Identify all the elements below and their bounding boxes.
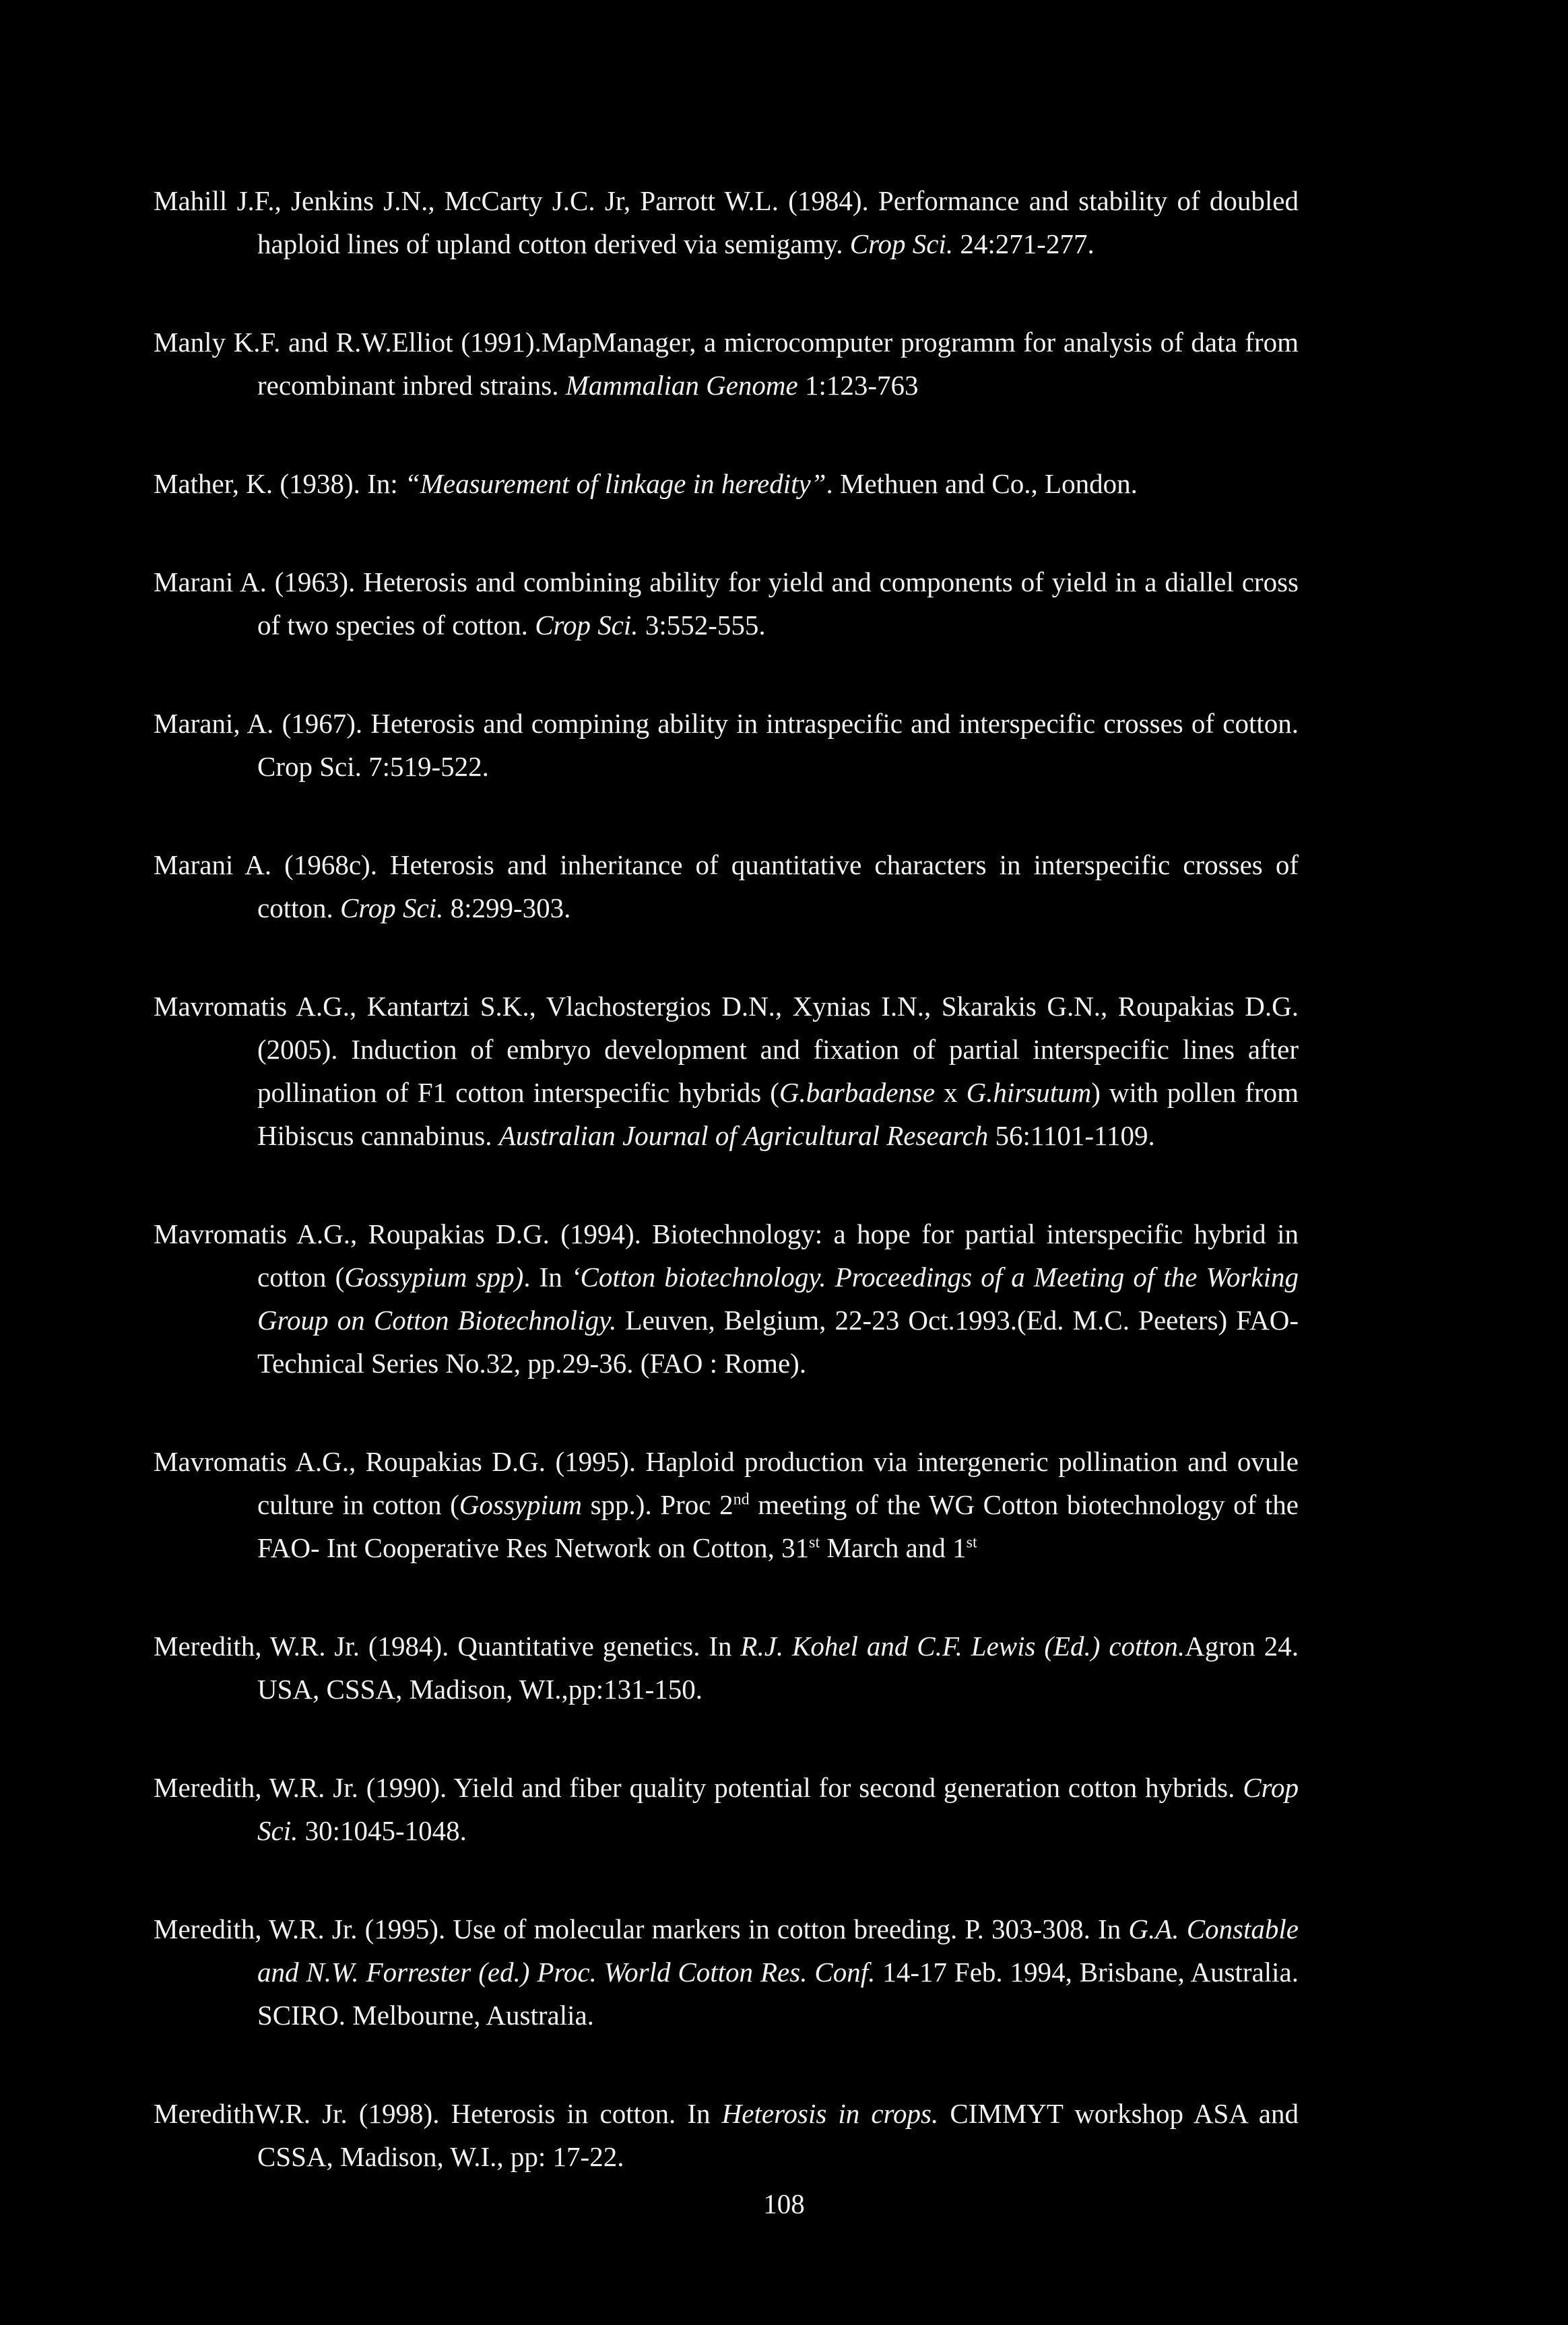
- reference-text: spp.). Proc 2: [581, 1489, 733, 1520]
- reference-text: Agron 24. USA, CSSA, Madison, WI.,pp:131-150.: [257, 1631, 1299, 1705]
- italic-text: G.barbadense: [779, 1077, 936, 1108]
- reference-text: MeredithW.R. Jr. (1998). Heterosis in cotton. In: [154, 2098, 722, 2129]
- reference-text: Meredith, W.R. Jr. (1984). Quantitative genetics. In: [154, 1631, 741, 1662]
- reference-text: 14-17 Feb. 1994, Brisbane, Australia. SCIRO. Melbourne, Australia.: [257, 1957, 1299, 2031]
- italic-text: Heterosis in crops.: [721, 2098, 939, 2129]
- reference-text: 3:552-555.: [638, 610, 766, 641]
- reference-text: Mavromatis A.G., Roupakias D.G. (1994). Biotechnology: a hope for partial interspecific hybrid in cotton (: [154, 1218, 1299, 1292]
- reference-text: 56:1101-1109.: [988, 1120, 1155, 1151]
- reference-text: CIMMYT workshop ASA and CSSA, Madison, W.I., pp: 17-22.: [257, 2098, 1299, 2172]
- reference-text: 8:299-303.: [443, 892, 571, 923]
- reference-text: Marani A. (1968c). Heterosis and inheritance of quantitative characters in interspecific crosses of cotton.: [154, 849, 1299, 923]
- superscript: st: [966, 1534, 977, 1552]
- reference-entry: [154, 462, 1299, 505]
- italic-text: “Measurement of linkage in heredity”: [404, 468, 826, 499]
- reference-text: . In: [523, 1262, 571, 1292]
- italic-text: Gossypium: [459, 1489, 582, 1520]
- reference-entry: [154, 985, 1299, 1157]
- italic-text: R.J. Kohel and C.F. Lewis (Ed.) cotton.: [740, 1631, 1185, 1662]
- reference-entry: [154, 1907, 1299, 2037]
- reference-text: Manly K.F. and R.W.Elliot (1991).MapManager, a microcomputer programm for analysis of data from recombinant inbred strains.: [154, 327, 1299, 401]
- reference-text: Leuven, Belgium, 22-23 Oct.1993.(Ed. M.C. Peeters) FAO-Technical Series No.32, pp.29-36. (FAO : Rome).: [257, 1305, 1299, 1379]
- italic-text: Gossypium spp): [344, 1262, 524, 1292]
- italic-text: ‘Cotton biotechnology. Proceedings of a Meeting of the Working Group on Cotton Biotechnoligy.: [257, 1262, 1299, 1336]
- page-number: 108: [763, 2188, 805, 2219]
- reference-entry: [154, 1212, 1299, 1385]
- italic-text: Crop Sci.: [257, 1772, 1299, 1846]
- superscript: nd: [733, 1491, 750, 1509]
- reference-entry: [154, 702, 1299, 788]
- italic-text: G.hirsutum: [966, 1077, 1092, 1108]
- reference-text: Mahill J.F., Jenkins J.N., McCarty J.C. Jr, Parrott W.L. (1984). Performance and stability of doubled haploid lines of upland cotton derived via semigamy.: [154, 185, 1299, 259]
- reference-text: . Methuen and Co., London.: [826, 468, 1138, 499]
- reference-text: Meredith, W.R. Jr. (1995). Use of molecular markers in cotton breeding. P. 303-308. In: [154, 1913, 1129, 1944]
- reference-entry: [154, 560, 1299, 647]
- reference-text: Mavromatis A.G., Roupakias D.G. (1995). Haploid production via intergeneric pollination and ovule culture in cotton (: [154, 1446, 1299, 1520]
- reference-text: x: [935, 1077, 967, 1108]
- reference-text: 24:271-277.: [953, 228, 1095, 259]
- italic-text: Crop Sci.: [535, 610, 639, 641]
- reference-entry: [154, 2092, 1299, 2178]
- reference-text: March and 1: [820, 1532, 967, 1563]
- italic-text: Mammalian Genome: [565, 370, 798, 401]
- reference-text: Mather, K. (1938). In:: [154, 468, 405, 499]
- italic-text: Crop Sci.: [849, 228, 954, 259]
- reference-entry: [154, 1766, 1299, 1852]
- italic-text: Australian Journal of Agricultural Research: [498, 1120, 989, 1151]
- italic-text: G.A. Constable and N.W. Forrester (ed.) Proc. World Cotton Res. Conf.: [257, 1913, 1299, 1988]
- reference-entry: [154, 1440, 1299, 1569]
- reference-text: ) with pollen from Hibiscus cannabinus.: [257, 1077, 1299, 1151]
- reference-text: Marani, A. (1967). Heterosis and compining ability in intraspecific and interspecific crosses of cotton. Crop Sci. 7:519-522.: [154, 708, 1299, 782]
- reference-text: Mavromatis A.G., Kantartzi S.K., Vlachostergios D.N., Xynias I.N., Skarakis G.N., Roupakias D.G. (2005). Induction of embryo development and fixation of partial interspecific lines after pollination of F1 cotton interspecific hybrids (: [154, 991, 1299, 1108]
- reference-entry: [154, 1625, 1299, 1711]
- reference-text: Marani A. (1963). Heterosis and combining ability for yield and components of yield in a diallel cross of two species of cotton.: [154, 566, 1299, 641]
- reference-list: [154, 179, 1299, 2233]
- reference-entry: [154, 179, 1299, 265]
- reference-text: Meredith, W.R. Jr. (1990). Yield and fiber quality potential for second generation cotton hybrids.: [154, 1772, 1243, 1803]
- italic-text: Crop Sci.: [339, 892, 444, 923]
- reference-text: 1:123-763: [797, 370, 919, 401]
- superscript: st: [809, 1534, 820, 1552]
- reference-entry: [154, 843, 1299, 929]
- reference-text: meeting of the WG Cotton biotechnology of the FAO- Int Cooperative Res Network on Cotton, 31: [257, 1489, 1299, 1563]
- reference-text: 30:1045-1048.: [298, 1815, 467, 1846]
- reference-entry: [154, 321, 1299, 407]
